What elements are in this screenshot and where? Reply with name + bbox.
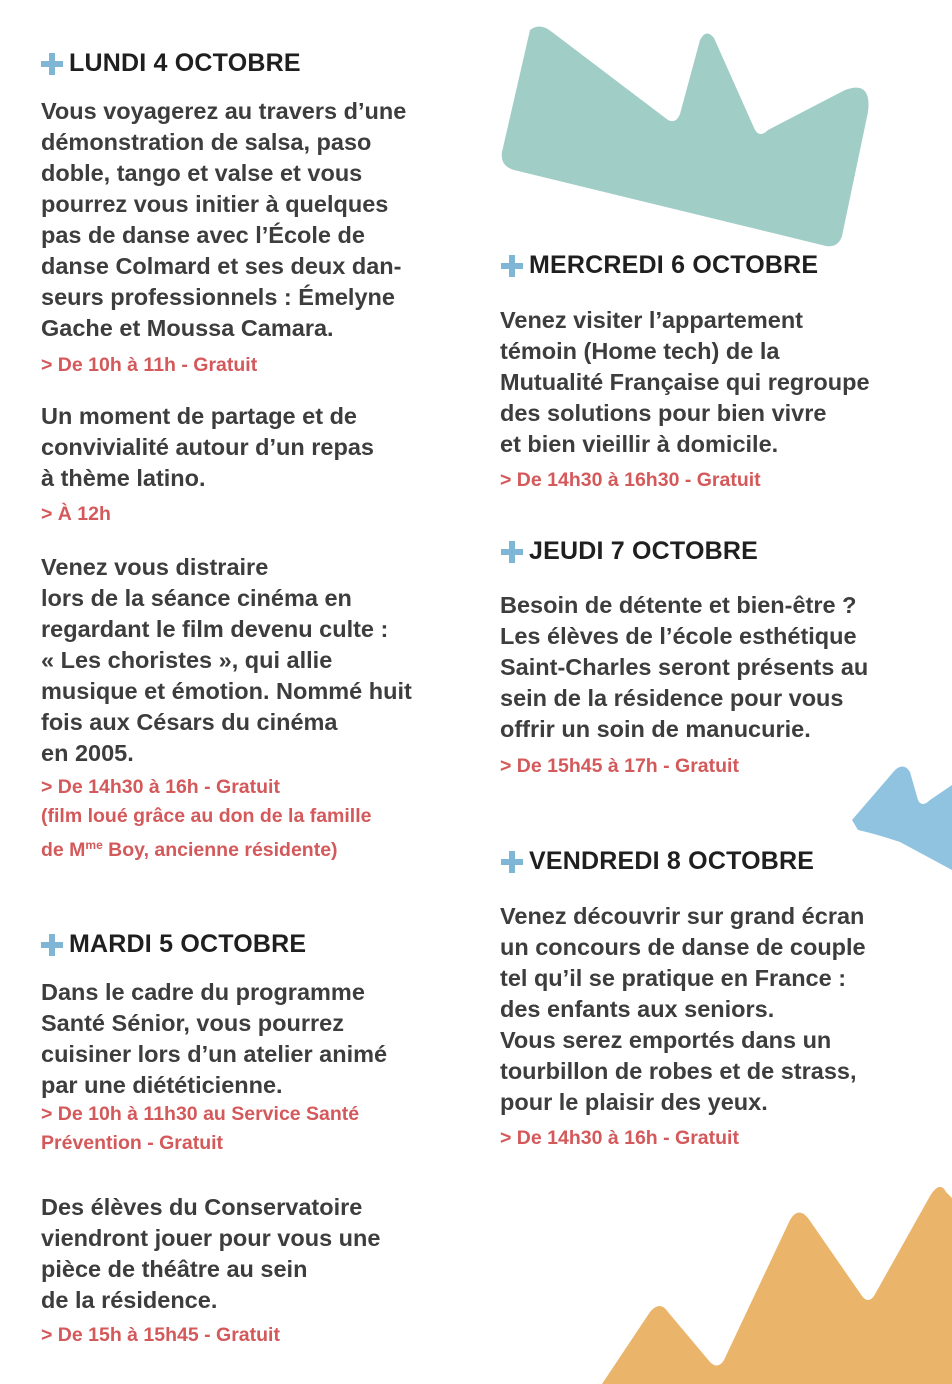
event-schedule: > À 12h [41, 503, 111, 525]
event-schedule: > De 10h à 11h - Gratuit [41, 354, 258, 376]
event-schedule: > De 15h à 15h45 - Gratuit [41, 1324, 280, 1346]
plus-icon [41, 53, 63, 75]
day-heading-mercredi [501, 251, 818, 280]
day-heading-lundi [41, 49, 301, 78]
event-schedule: > De 14h30 à 16h - Gratuit [500, 1127, 739, 1149]
orange-crown [602, 1187, 952, 1384]
day-heading-jeudi [501, 537, 758, 566]
day-title: MARDI 5 OCTOBRE [69, 930, 307, 958]
day-title: MERCREDI 6 OCTOBRE [529, 251, 819, 279]
event-schedule: > De 10h à 11h30 au Service Santé Prévention - Gratuit [41, 1103, 360, 1154]
day-title: JEUDI 7 OCTOBRE [529, 537, 758, 565]
plus-icon [501, 541, 523, 563]
event-description: Des élèves du Conservatoire viendront jouer pour vous une pièce de théâtre au sein de la résidence. [41, 1194, 381, 1313]
day-heading-vendredi [501, 847, 814, 876]
event-description: Un moment de partage et de convivialité autour d’un repas à thème latino. [41, 403, 374, 491]
plus-icon [41, 934, 63, 956]
blue-crown [852, 766, 952, 870]
event-schedule: > De 14h30 à 16h30 - Gratuit [500, 469, 761, 491]
note-text-end: Boy, ancienne résidente) [102, 839, 338, 861]
event-description: Venez visiter l’appartement témoin (Home tech) de la Mutualité Française qui regroupe des solutions pour bien vivre et bien vieillir à domicile. [500, 307, 870, 457]
plus-icon [501, 851, 523, 873]
event-description: Venez découvrir sur grand écran un concours de danse de couple tel qu’il se pratique en France : des enfants aux seniors. Vous serez emportés dans un tourbillon de robes et de strass, pour le plaisir des yeux. [500, 903, 866, 1115]
event-description: Vous voyagerez au travers d’une démonstration de salsa, paso doble, tango et valse et vous pourrez vous initier à quelques pas de danse avec l’École de danse Colmard et ses deux dan- seurs professionnels : Émelyne Gache et Moussa Camara. [41, 98, 407, 341]
plus-icon [501, 255, 523, 277]
teal-crown [502, 26, 869, 246]
event-schedule: > De 15h45 à 17h - Gratuit [500, 755, 739, 777]
day-title: VENDREDI 8 OCTOBRE [529, 847, 815, 875]
event-description: Venez vous distraire lors de la séance cinéma en regardant le film devenu culte : « Les choristes », qui allie musique et émotion. Nommé huit fois aux Césars du cinéma en 2005. [41, 554, 412, 766]
event-schedule: > De 14h30 à 16h - Gratuit (film loué grâce au don de la famille [41, 776, 372, 827]
event-description: Dans le cadre du programme Santé Sénior, vous pourrez cuisiner lors d’un atelier animé par une diététicienne. [41, 979, 388, 1098]
note-text-start: de M [41, 839, 86, 861]
note-superscript: me [85, 838, 103, 852]
day-heading-mardi [41, 930, 306, 959]
event-description: Besoin de détente et bien-être ? Les élèves de l’école esthétique Saint-Charles seront présents au sein de la résidence pour vous offrir un soin de manucurie. [500, 592, 869, 742]
day-title: LUNDI 4 OCTOBRE [69, 49, 301, 77]
event-note [41, 831, 338, 865]
